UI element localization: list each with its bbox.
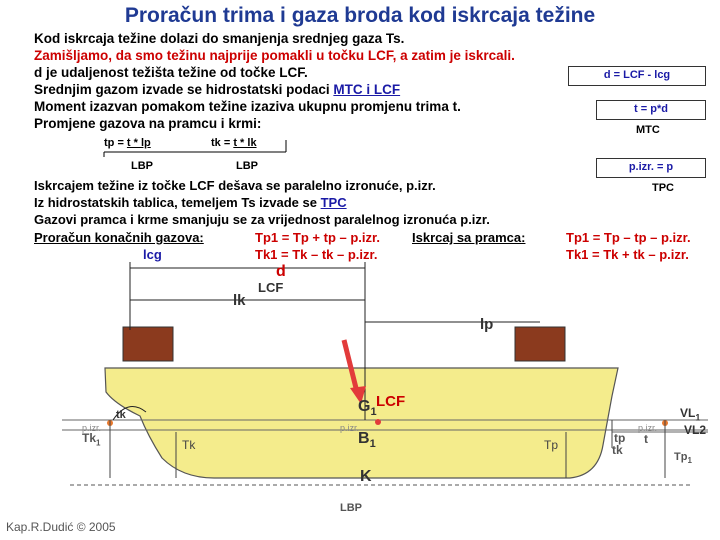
ship-hull: [105, 368, 618, 478]
formula-tk-lhs: tk =: [211, 137, 234, 149]
label-tk1: [82, 431, 100, 447]
formula-t-numerator: t = p*d: [634, 103, 668, 115]
calc-tp1-bow: Tp1 = Tp + tp – p.izr.: [255, 230, 380, 245]
intro-line-4-highlight: MTC i LCF: [333, 82, 401, 97]
label-lcf-top: LCF: [258, 280, 284, 295]
formula-pizr-denominator: TPC: [652, 182, 674, 194]
paragraph-line-1: Iskrcajem težine iz točke LCF dešava se paralelno izronuće, p.izr.: [34, 178, 436, 193]
intro-line-1: Kod iskrcaja težine dolazi do smanjenja srednjeg gaza Ts.: [34, 31, 405, 46]
formula-tp-lhs: tp =: [104, 137, 127, 149]
label-k: K: [360, 468, 372, 485]
formula-tp-denominator: LBP: [131, 160, 153, 172]
label-lp: lp: [480, 316, 494, 333]
label-vl1-main: VL: [680, 406, 696, 420]
formula-d: d = LCF - lcg: [603, 69, 671, 81]
label-vl2: VL2: [684, 423, 707, 437]
calc-label: Proračun konačnih gazova:: [34, 230, 204, 245]
formula-tp-numerator: t * lp: [126, 137, 151, 149]
paragraph-line-3: Gazovi pramca i krme smanjuju se za vrijednost paralelnog izronuća p.izr.: [34, 212, 490, 227]
label-tk-small: tk: [116, 409, 126, 421]
label-vl1-sub: 1: [695, 412, 701, 423]
label-lcg: lcg: [143, 247, 162, 262]
intro-line-3: d je udaljenost težišta težine od točke LCF.: [34, 65, 308, 80]
label-b1-main: B: [358, 430, 370, 447]
intro-line-4-text: Srednjim gazom izvade se hidrostatski podaci: [34, 82, 330, 97]
label-tp1: [674, 451, 692, 465]
label-g1-sub: 1: [370, 406, 377, 419]
intro-line-5: Moment izazvan pomakom težine izaziva ukupnu promjenu trima t.: [34, 99, 461, 114]
footer-copyright: Kap.R.Dudić © 2005: [6, 520, 116, 534]
calc-tp1-stern: Tp1 = Tp – tp – p.izr.: [566, 230, 691, 245]
label-tk1-sub: 1: [96, 438, 101, 448]
cargo-box-stern: [123, 327, 173, 361]
formula-t-denominator: MTC: [636, 124, 660, 136]
cargo-box-bow: [515, 327, 565, 361]
label-tk-right: tk: [612, 443, 623, 457]
label-g1: [358, 398, 377, 418]
label-tk-mid: Tk: [182, 438, 196, 452]
calc-tk1-stern: Tk1 = Tk + tk – p.izr.: [566, 247, 689, 262]
label-lk: lk: [233, 292, 246, 309]
label-tp1-main: Tp: [674, 451, 688, 463]
label-pizr-left: p.izr.: [82, 423, 102, 433]
label-tp-mid: Tp: [544, 438, 559, 452]
label-b1: [358, 430, 376, 450]
label-tp1-sub: 1: [687, 456, 692, 466]
intro-line-2: Zamišljamo, da smo težinu najprije pomakli u točku LCF, a zatim je iskrcali.: [34, 48, 515, 63]
paragraph-line-2-text: Iz hidrostatskih tablica, temeljem Ts izvade se: [34, 195, 321, 210]
label-pizr-center: p.izr.: [340, 423, 360, 433]
calc-unload-label: Iskrcaj sa pramca:: [412, 230, 526, 245]
page-title: Proračun trima i gaza broda kod iskrcaja težine: [124, 4, 596, 27]
calc-tk1-bow: Tk1 = Tk – tk – p.izr.: [255, 247, 378, 262]
formula-pizr-numerator: p.izr. = p: [628, 161, 674, 173]
label-g1-main: G: [358, 398, 371, 415]
formula-tk-denominator: LBP: [236, 160, 258, 172]
formula-tk-numerator: t * lk: [233, 137, 257, 149]
label-g1-lcf: LCF: [376, 393, 406, 410]
label-b1-sub: 1: [369, 438, 376, 451]
label-d: d: [276, 263, 286, 280]
paragraph-line-2-highlight: TPC: [320, 195, 347, 210]
label-lbp: LBP: [340, 502, 362, 514]
intro-line-6: Promjene gazova na pramcu i krmi:: [34, 116, 262, 131]
g1-marker: [375, 419, 381, 425]
label-vl1: [680, 406, 700, 422]
label-pizr-right: p.izr.: [638, 423, 658, 433]
label-t-right: t: [644, 432, 648, 446]
label-tk1-main: Tk: [82, 431, 97, 445]
label-tp-small: tp: [614, 431, 626, 445]
